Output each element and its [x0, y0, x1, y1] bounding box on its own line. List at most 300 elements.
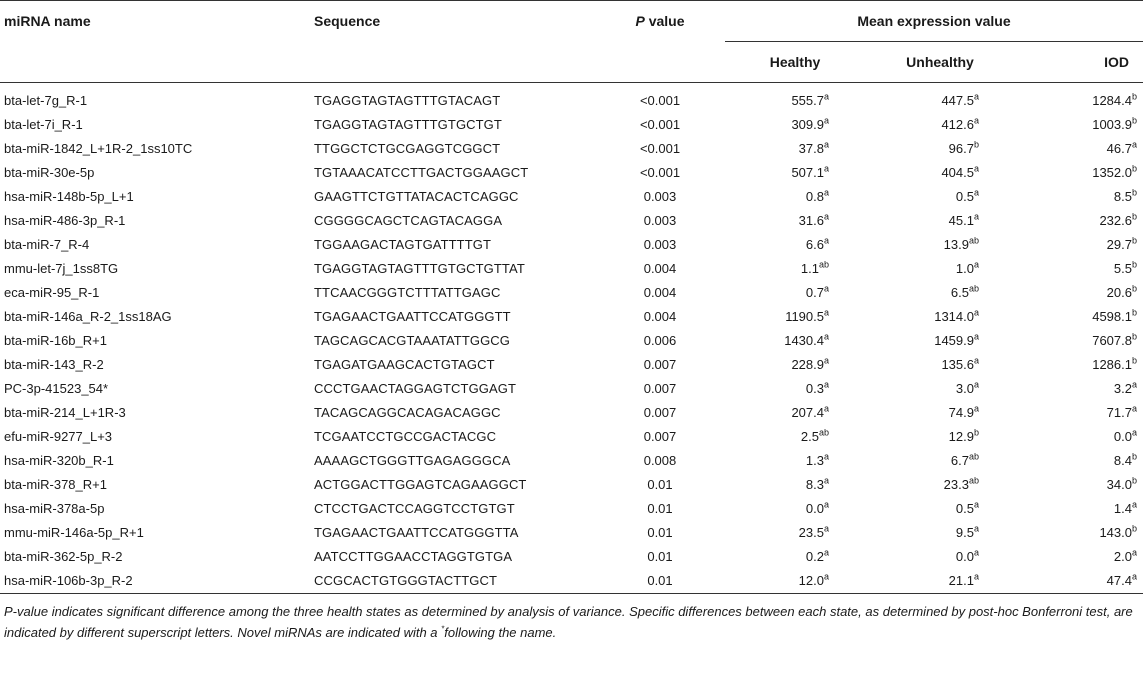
cell-unhealthy-value: 0.5: [955, 189, 974, 204]
cell-iod-value: 7607.8: [1092, 333, 1132, 348]
cell-iod-value: 3.2: [1113, 381, 1132, 396]
cell-healthy: [725, 161, 865, 185]
cell-healthy-value: 555.7: [791, 93, 824, 108]
cell-unhealthy: [865, 425, 1015, 449]
cell-mirna-name-value: hsa-miR-320b_R-1: [4, 453, 114, 468]
cell-healthy: [725, 449, 865, 473]
cell-sequence-value: CGGGGCAGCTCAGTACAGGA: [314, 213, 503, 228]
cell-p-value: [595, 449, 725, 473]
cell-healthy-value: 37.8: [798, 141, 824, 156]
cell-unhealthy-superscript: a: [973, 523, 979, 534]
cell-sequence: [310, 449, 595, 473]
cell-iod-value: 8.5: [1113, 189, 1132, 204]
cell-unhealthy: [865, 305, 1015, 329]
cell-mirna-name: [0, 113, 310, 137]
cell-iod: [1015, 377, 1143, 401]
table-row: [0, 83, 1143, 114]
table-row: [0, 161, 1143, 185]
cell-unhealthy-value: 447.5: [941, 93, 974, 108]
cell-iod-value: 232.6: [1099, 213, 1132, 228]
cell-unhealthy-superscript: ab: [968, 451, 979, 462]
header-unhealthy: Unhealthy: [906, 54, 974, 70]
cell-sequence-value: TGAGAACTGAATTCCATGGGTT: [314, 309, 511, 324]
cell-healthy-value: 1.1: [800, 261, 819, 276]
cell-iod: [1015, 545, 1143, 569]
cell-unhealthy: [865, 329, 1015, 353]
cell-healthy: [725, 545, 865, 569]
cell-sequence-value: TGGAAGACTAGTGATTTTGT: [314, 237, 492, 252]
cell-p-value: [595, 209, 725, 233]
cell-sequence: [310, 425, 595, 449]
footnote-star: *: [441, 624, 445, 634]
cell-unhealthy: [865, 521, 1015, 545]
header-p-italic: P: [635, 13, 645, 29]
cell-unhealthy: [865, 473, 1015, 497]
cell-healthy: [725, 281, 865, 305]
cell-p-value: [595, 329, 725, 353]
header-p-value: [595, 1, 725, 83]
cell-healthy: [725, 569, 865, 594]
cell-healthy-superscript: a: [823, 139, 829, 150]
table-row: [0, 449, 1143, 473]
cell-sequence: [310, 569, 595, 594]
cell-unhealthy: [865, 353, 1015, 377]
cell-healthy: [725, 137, 865, 161]
cell-p-value: [595, 497, 725, 521]
cell-sequence-value: GAAGTTCTGTTATACACTCAGGC: [314, 189, 519, 204]
cell-p-value-value: 0.004: [643, 309, 677, 324]
cell-healthy-superscript: a: [823, 571, 829, 582]
cell-unhealthy-value: 74.9: [948, 405, 974, 420]
cell-iod-value: 1003.9: [1092, 117, 1132, 132]
cell-unhealthy: [865, 185, 1015, 209]
table-row: [0, 401, 1143, 425]
cell-mirna-name-value: bta-miR-378_R+1: [4, 477, 107, 492]
cell-iod-superscript: b: [1131, 331, 1137, 342]
cell-iod-value: 34.0: [1106, 477, 1132, 492]
cell-mirna-name: [0, 425, 310, 449]
cell-unhealthy: [865, 281, 1015, 305]
cell-iod-superscript: b: [1131, 307, 1137, 318]
cell-mirna-name-value: hsa-miR-148b-5p_L+1: [4, 189, 134, 204]
cell-iod-value: 5.5: [1113, 261, 1132, 276]
table-row: [0, 305, 1143, 329]
cell-iod: [1015, 353, 1143, 377]
cell-mirna-name: [0, 209, 310, 233]
table-row: [0, 113, 1143, 137]
cell-iod: [1015, 281, 1143, 305]
cell-iod-value: 46.7: [1106, 141, 1132, 156]
table-header: [0, 1, 1143, 83]
cell-p-value-value: 0.007: [643, 381, 677, 396]
cell-iod: [1015, 473, 1143, 497]
cell-p-value: [595, 545, 725, 569]
cell-unhealthy-value: 6.7: [950, 453, 969, 468]
cell-p-value-value: 0.003: [643, 213, 677, 228]
cell-mirna-name-value: mmu-let-7j_1ss8TG: [4, 261, 119, 276]
cell-healthy-superscript: a: [823, 235, 829, 246]
cell-unhealthy-superscript: a: [973, 547, 979, 558]
cell-mirna-name-value: PC-3p-41523_54*: [4, 381, 109, 396]
cell-unhealthy-superscript: ab: [968, 475, 979, 486]
cell-healthy: [725, 401, 865, 425]
cell-healthy-value: 1190.5: [785, 309, 824, 324]
cell-sequence-value: TACAGCAGGCACAGACAGGC: [314, 405, 501, 420]
cell-mirna-name: [0, 353, 310, 377]
cell-sequence: [310, 545, 595, 569]
cell-p-value-value: 0.007: [643, 357, 677, 372]
cell-healthy: [725, 377, 865, 401]
cell-unhealthy-value: 96.7: [948, 141, 974, 156]
cell-unhealthy-value: 12.9: [948, 429, 974, 444]
cell-mirna-name: [0, 545, 310, 569]
cell-sequence-value: TGAGGTAGTAGTTTGTACAGT: [314, 93, 501, 108]
cell-iod-value: 0.0: [1113, 429, 1132, 444]
cell-healthy-superscript: ab: [818, 427, 829, 438]
cell-sequence: [310, 137, 595, 161]
cell-unhealthy: [865, 257, 1015, 281]
cell-iod-superscript: b: [1131, 115, 1137, 126]
cell-unhealthy-superscript: a: [973, 91, 979, 102]
cell-p-value-value: 0.01: [647, 549, 673, 564]
cell-healthy-value: 6.6: [805, 237, 824, 252]
cell-healthy-superscript: a: [823, 355, 829, 366]
cell-iod-superscript: a: [1131, 403, 1137, 414]
cell-healthy-superscript: a: [823, 211, 829, 222]
cell-mirna-name-value: bta-miR-1842_L+1R-2_1ss10TC: [4, 141, 193, 156]
cell-iod: [1015, 257, 1143, 281]
cell-unhealthy-superscript: a: [973, 355, 979, 366]
cell-unhealthy-value: 1.0: [955, 261, 974, 276]
cell-p-value: [595, 353, 725, 377]
cell-mirna-name: [0, 569, 310, 594]
cell-healthy: [725, 233, 865, 257]
cell-p-value: [595, 473, 725, 497]
header-iod: IOD: [1104, 54, 1129, 70]
cell-p-value: [595, 161, 725, 185]
cell-iod-superscript: b: [1131, 355, 1137, 366]
table-row: [0, 257, 1143, 281]
cell-sequence-value: TCGAATCCTGCCGACTACGC: [314, 429, 497, 444]
cell-p-value-value: 0.01: [647, 501, 673, 516]
cell-healthy-superscript: a: [823, 163, 829, 174]
table-row: [0, 569, 1143, 594]
cell-mirna-name: [0, 329, 310, 353]
header-healthy: Healthy: [769, 54, 821, 70]
header-mirna-name: miRNA name: [0, 1, 310, 83]
cell-sequence-value: AATCCTTGGAACCTAGGTGTGA: [314, 549, 513, 564]
cell-healthy: [725, 497, 865, 521]
cell-sequence: [310, 305, 595, 329]
cell-iod-value: 1.4: [1113, 501, 1132, 516]
cell-healthy-value: 31.6: [798, 213, 824, 228]
cell-iod-superscript: b: [1131, 523, 1137, 534]
cell-iod-value: 47.4: [1106, 573, 1132, 588]
cell-iod-value: 1352.0: [1092, 165, 1132, 180]
cell-sequence: [310, 257, 595, 281]
table-row: [0, 497, 1143, 521]
cell-sequence: [310, 209, 595, 233]
cell-healthy-value: 23.5: [798, 525, 824, 540]
cell-sequence-value: CCGCACTGTGGGTACTTGCT: [314, 573, 498, 588]
cell-unhealthy: [865, 113, 1015, 137]
cell-p-value-value: 0.004: [643, 285, 677, 300]
cell-unhealthy-superscript: a: [973, 571, 979, 582]
cell-sequence-value: TGAGGTAGTAGTTTGTGCTGT: [314, 117, 502, 132]
cell-mirna-name: [0, 377, 310, 401]
cell-healthy-value: 0.2: [805, 549, 824, 564]
cell-iod-value: 2.0: [1113, 549, 1132, 564]
cell-healthy-value: 207.4: [791, 405, 824, 420]
cell-unhealthy-value: 3.0: [955, 381, 974, 396]
cell-unhealthy: [865, 377, 1015, 401]
cell-p-value: [595, 569, 725, 594]
cell-mirna-name-value: hsa-miR-106b-3p_R-2: [4, 573, 133, 588]
cell-unhealthy: [865, 401, 1015, 425]
cell-p-value-value: 0.006: [643, 333, 677, 348]
cell-mirna-name-value: bta-miR-7_R-4: [4, 237, 90, 252]
cell-unhealthy-superscript: a: [973, 259, 979, 270]
cell-mirna-name: [0, 185, 310, 209]
header-mean-expression: Mean expression value: [725, 1, 1143, 42]
cell-healthy: [725, 425, 865, 449]
cell-sequence-value: TGTAAACATCCTTGACTGGAAGCT: [314, 165, 529, 180]
cell-unhealthy-superscript: ab: [968, 283, 979, 294]
cell-unhealthy-superscript: b: [973, 427, 979, 438]
cell-p-value-value: 0.003: [643, 189, 677, 204]
cell-unhealthy: [865, 209, 1015, 233]
cell-healthy-superscript: ab: [818, 259, 829, 270]
cell-sequence: [310, 521, 595, 545]
cell-unhealthy: [865, 83, 1015, 114]
cell-p-value-value: 0.01: [647, 477, 673, 492]
cell-iod-value: 143.0: [1099, 525, 1132, 540]
cell-sequence-value: TTGGCTCTGCGAGGTCGGCT: [314, 141, 501, 156]
cell-sequence: [310, 161, 595, 185]
cell-healthy-superscript: a: [823, 403, 829, 414]
cell-iod: [1015, 449, 1143, 473]
cell-healthy-superscript: a: [823, 115, 829, 126]
cell-iod-superscript: b: [1131, 283, 1137, 294]
cell-p-value-value: <0.001: [639, 117, 681, 132]
cell-sequence: [310, 377, 595, 401]
cell-p-value-value: 0.003: [643, 237, 677, 252]
cell-mirna-name-value: efu-miR-9277_L+3: [4, 429, 113, 444]
cell-unhealthy-superscript: a: [973, 403, 979, 414]
cell-iod-superscript: b: [1131, 475, 1137, 486]
cell-iod: [1015, 329, 1143, 353]
cell-mirna-name: [0, 521, 310, 545]
cell-unhealthy: [865, 449, 1015, 473]
cell-unhealthy-value: 0.5: [955, 501, 974, 516]
cell-iod-superscript: a: [1131, 571, 1137, 582]
cell-healthy-value: 1.3: [805, 453, 824, 468]
cell-healthy-superscript: a: [823, 283, 829, 294]
cell-iod-superscript: b: [1131, 163, 1137, 174]
cell-p-value: [595, 233, 725, 257]
cell-healthy-value: 309.9: [791, 117, 824, 132]
table-row: [0, 425, 1143, 449]
cell-iod: [1015, 137, 1143, 161]
table-row: [0, 353, 1143, 377]
cell-sequence-value: CCCTGAACTAGGAGTCTGGAGT: [314, 381, 517, 396]
cell-mirna-name-value: eca-miR-95_R-1: [4, 285, 100, 300]
table-footnote: [0, 594, 1138, 643]
cell-mirna-name-value: bta-miR-30e-5p: [4, 165, 95, 180]
cell-healthy-superscript: a: [823, 379, 829, 390]
cell-p-value-value: <0.001: [639, 165, 681, 180]
cell-iod-value: 4598.1: [1092, 309, 1132, 324]
cell-healthy-superscript: a: [823, 331, 829, 342]
cell-p-value-value: 0.01: [647, 573, 673, 588]
cell-healthy-superscript: a: [823, 307, 829, 318]
cell-healthy-value: 228.9: [791, 357, 824, 372]
table-row: [0, 377, 1143, 401]
cell-unhealthy-value: 1314.0: [934, 309, 974, 324]
cell-mirna-name-value: hsa-miR-486-3p_R-1: [4, 213, 126, 228]
cell-mirna-name: [0, 473, 310, 497]
table-row: [0, 185, 1143, 209]
cell-sequence: [310, 497, 595, 521]
cell-iod: [1015, 83, 1143, 114]
cell-iod-superscript: a: [1131, 139, 1137, 150]
header-p-rest: value: [644, 13, 685, 29]
cell-iod: [1015, 425, 1143, 449]
table-row: [0, 209, 1143, 233]
cell-healthy: [725, 329, 865, 353]
cell-healthy-superscript: a: [823, 475, 829, 486]
cell-iod-value: 8.4: [1113, 453, 1132, 468]
cell-p-value: [595, 377, 725, 401]
cell-iod-superscript: b: [1131, 259, 1137, 270]
cell-sequence-value: AAAAGCTGGGTTGAGAGGGCA: [314, 453, 511, 468]
cell-iod: [1015, 233, 1143, 257]
cell-unhealthy: [865, 497, 1015, 521]
cell-unhealthy-value: 23.3: [943, 477, 969, 492]
cell-p-value-value: 0.01: [647, 525, 673, 540]
cell-healthy-value: 2.5: [800, 429, 819, 444]
cell-mirna-name-value: bta-let-7g_R-1: [4, 93, 88, 108]
cell-healthy-superscript: a: [823, 187, 829, 198]
cell-unhealthy-value: 9.5: [955, 525, 974, 540]
cell-healthy: [725, 113, 865, 137]
header-sequence: Sequence: [310, 1, 595, 83]
cell-iod-superscript: a: [1131, 547, 1137, 558]
cell-unhealthy-superscript: a: [973, 187, 979, 198]
cell-unhealthy-superscript: ab: [968, 235, 979, 246]
cell-mirna-name-value: bta-miR-214_L+1R-3: [4, 405, 126, 420]
cell-p-value-value: <0.001: [639, 93, 681, 108]
cell-unhealthy-superscript: a: [973, 163, 979, 174]
cell-unhealthy: [865, 569, 1015, 594]
table-row: [0, 473, 1143, 497]
cell-unhealthy-superscript: a: [973, 307, 979, 318]
cell-p-value-value: <0.001: [639, 141, 681, 156]
cell-sequence-value: TGAGGTAGTAGTTTGTGCTGTTAT: [314, 261, 525, 276]
cell-p-value-value: 0.007: [643, 429, 677, 444]
cell-unhealthy-superscript: a: [973, 379, 979, 390]
cell-iod: [1015, 113, 1143, 137]
cell-healthy: [725, 521, 865, 545]
cell-iod-value: 1286.1: [1092, 357, 1132, 372]
cell-healthy-superscript: a: [823, 547, 829, 558]
cell-unhealthy-superscript: b: [973, 139, 979, 150]
cell-p-value-value: 0.008: [643, 453, 677, 468]
cell-unhealthy: [865, 137, 1015, 161]
cell-p-value: [595, 425, 725, 449]
cell-iod: [1015, 497, 1143, 521]
table-body: [0, 83, 1143, 594]
cell-unhealthy-value: 45.1: [948, 213, 974, 228]
cell-p-value: [595, 137, 725, 161]
table-row: [0, 521, 1143, 545]
cell-iod: [1015, 209, 1143, 233]
cell-iod-superscript: b: [1131, 451, 1137, 462]
table-row: [0, 329, 1143, 353]
cell-healthy-value: 0.3: [805, 381, 824, 396]
cell-sequence-value: TTCAACGGGTCTTTATTGAGC: [314, 285, 501, 300]
cell-iod-superscript: b: [1131, 187, 1137, 198]
cell-p-value: [595, 521, 725, 545]
cell-iod: [1015, 185, 1143, 209]
cell-iod-superscript: b: [1131, 211, 1137, 222]
cell-healthy-superscript: a: [823, 451, 829, 462]
footnote-text-end: following the name.: [444, 625, 557, 640]
cell-mirna-name: [0, 83, 310, 114]
cell-healthy-value: 507.1: [791, 165, 824, 180]
cell-mirna-name: [0, 233, 310, 257]
cell-mirna-name-value: hsa-miR-378a-5p: [4, 501, 105, 516]
cell-iod-superscript: a: [1131, 427, 1137, 438]
cell-unhealthy-value: 0.0: [955, 549, 974, 564]
cell-mirna-name-value: bta-miR-16b_R+1: [4, 333, 107, 348]
cell-iod-superscript: b: [1131, 91, 1137, 102]
cell-mirna-name: [0, 449, 310, 473]
cell-p-value: [595, 83, 725, 114]
cell-sequence: [310, 83, 595, 114]
cell-iod: [1015, 161, 1143, 185]
table-row: [0, 233, 1143, 257]
cell-sequence-value: TGAGATGAAGCACTGTAGCT: [314, 357, 495, 372]
cell-unhealthy-value: 1459.9: [934, 333, 974, 348]
cell-iod: [1015, 521, 1143, 545]
cell-healthy-value: 8.3: [805, 477, 824, 492]
cell-unhealthy-value: 412.6: [941, 117, 974, 132]
cell-sequence: [310, 353, 595, 377]
cell-sequence-value: CTCCTGACTCCAGGTCCTGTGT: [314, 501, 515, 516]
cell-mirna-name: [0, 497, 310, 521]
cell-p-value: [595, 185, 725, 209]
cell-unhealthy-value: 6.5: [950, 285, 969, 300]
cell-sequence-value: TGAGAACTGAATTCCATGGGTTA: [314, 525, 519, 540]
cell-p-value: [595, 305, 725, 329]
cell-healthy: [725, 305, 865, 329]
cell-iod-value: 71.7: [1106, 405, 1132, 420]
cell-mirna-name-value: bta-miR-143_R-2: [4, 357, 104, 372]
cell-sequence: [310, 185, 595, 209]
cell-p-value-value: 0.004: [643, 261, 677, 276]
cell-healthy: [725, 353, 865, 377]
cell-p-value: [595, 281, 725, 305]
cell-iod: [1015, 569, 1143, 594]
cell-iod-value: 1284.4: [1092, 93, 1132, 108]
cell-p-value: [595, 257, 725, 281]
cell-healthy: [725, 209, 865, 233]
cell-unhealthy: [865, 545, 1015, 569]
cell-sequence-value: TAGCAGCACGTAAATATTGGCG: [314, 333, 511, 348]
footnote-text: P-value indicates significant difference among the three health states as determined by analysis of variance. Specific differences between each state, as determined by post-hoc Bonferroni test, are indicated by different superscript letters. Novel miRNAs are indicated with a: [4, 604, 1133, 640]
cell-mirna-name-value: bta-miR-362-5p_R-2: [4, 549, 123, 564]
